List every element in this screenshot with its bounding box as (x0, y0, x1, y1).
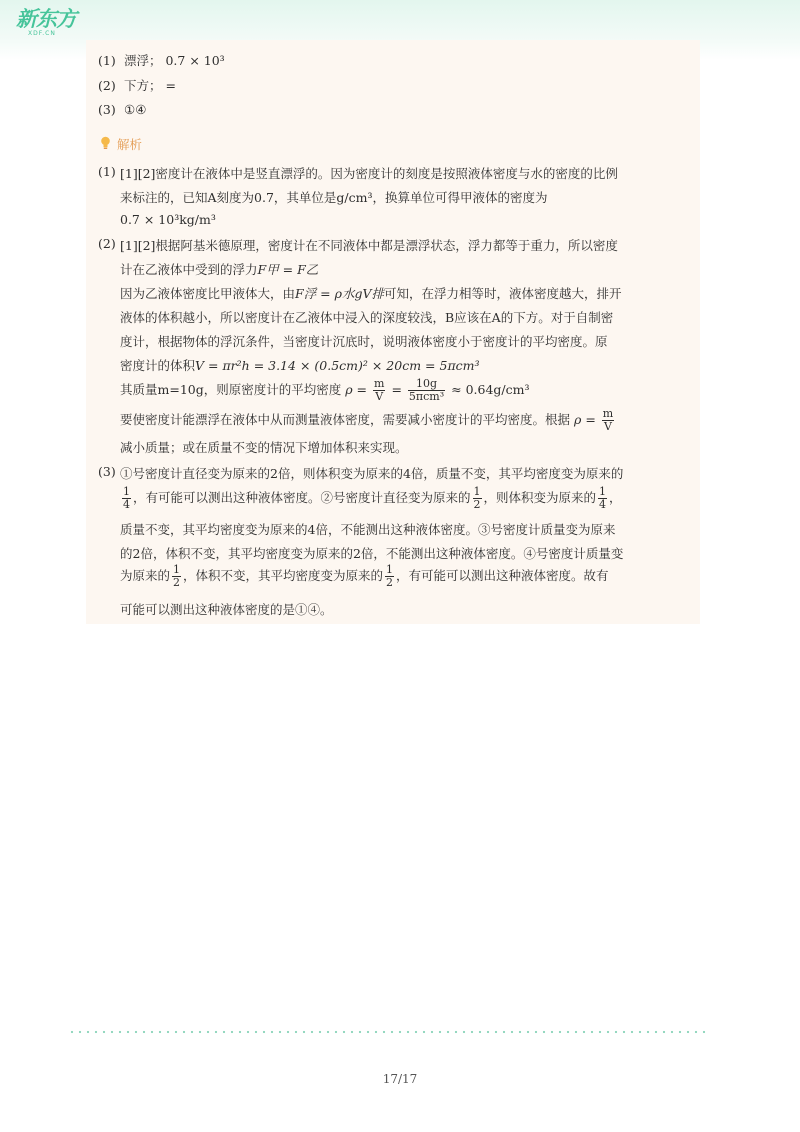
fraction-one-quarter: $\frac{1}{4}$ (123, 485, 130, 511)
page-number: 17/17 (382, 1072, 418, 1086)
fraction-m-over-v: $\frac{m}{V}$ (374, 377, 385, 403)
analysis-item-2: (2) [1][2]根据阿基米德原理，密度计在不同液体中都是漂浮状态，浮力都等于重力，所以密度 计在乙液体中受到的浮力F甲 = F乙 因为乙液体密度比甲液体大，由F浮 = ρ水gV排可知，在浮力相等时，液体密度越大，排开 液体的体积越小，所以密度计在乙液体中浸入的深度较浅，B应该在A的下方。对于自制密 度计，根据物体的浮沉条件，当密度计沉底时，说明液体密度小于密度计的平均密度。原 密度计的体积V = πr²h = 3.14 × (0.5cm)² × 20cm = 5πcm³ 其质量m=10g，则原密度计的平均密度 ρ = $\frac{m}{V}$ = $\frac{10g}{\text{5πcm³}}$ ≈ 0.64g/cm³ 要使密度计能漂浮在液体中从而测量液体密度，需要减小密度计的平均密度。根据 ρ = $\frac{m}{V}$ 减小质量；或在质量不变的情况下增加体积来实现。 (98, 236, 622, 455)
analysis-item-1: (1) [1][2]密度计在液体中是竖直漂浮的。因为密度计的刻度是按照液体密度与水的密度的比例 来标注的，已知A刻度为0.7，其单位是g/cm³，换算单位可得甲液体的密度为 0.7 × 10³kg/m³ (98, 164, 618, 227)
brand-logo (16, 8, 76, 37)
fraction-one-half-2: $\frac{1}{2}$ (173, 563, 181, 589)
fraction-one-half-3: $\frac{1}{2}$ (386, 563, 394, 589)
logo-english: XDF.CN (28, 30, 56, 37)
answer-1: (1) 漂浮； 0.7 × 10³ (98, 53, 225, 68)
fraction-one-quarter-2: $\frac{1}{4}$ (599, 485, 607, 511)
analysis-item-3: (3) ①号密度计直径变为原来的2倍，则体积变为原来的4倍，质量不变，其平均密度变为原来的 $\frac{1}{4}$ ，有可能可以测出这种液体密度。②号密度计直径变为原来的 $\frac{1}{2}$ ，则体积变为原来的 $\frac{1}{4}$ ， 质量不变，其平均密度变为原来的4倍，不能测出这种液体密度。③号密度计质量变为原来 的2倍，体积不变，其平均密度变为原来的2倍，不能测出这种液体密度。④号密度计质量变 为原来的 $\frac{1}{2}$ ，体积不变，其平均密度变为原来的 $\frac{1}{2}$ ，有可能可以测出这种液体密度。故有 可能可以测出这种液体密度的是①④。 (98, 464, 624, 617)
fraction-one-half: $\frac{1}{2}$ (473, 485, 481, 511)
lightbulb-icon (100, 136, 111, 150)
logo-chinese: 新东方 (16, 7, 76, 31)
fraction-m-over-v-2: $\frac{m}{V}$ (602, 407, 614, 433)
answer-2: (2) 下方； = (98, 78, 176, 93)
answer-3: (3) ①④ (98, 102, 147, 117)
analysis-heading: 解析 (100, 135, 142, 153)
fraction-10g-over-volume: $\frac{10g}{\text{5πcm³}}$ (408, 377, 445, 403)
dotted-divider (68, 1030, 710, 1034)
